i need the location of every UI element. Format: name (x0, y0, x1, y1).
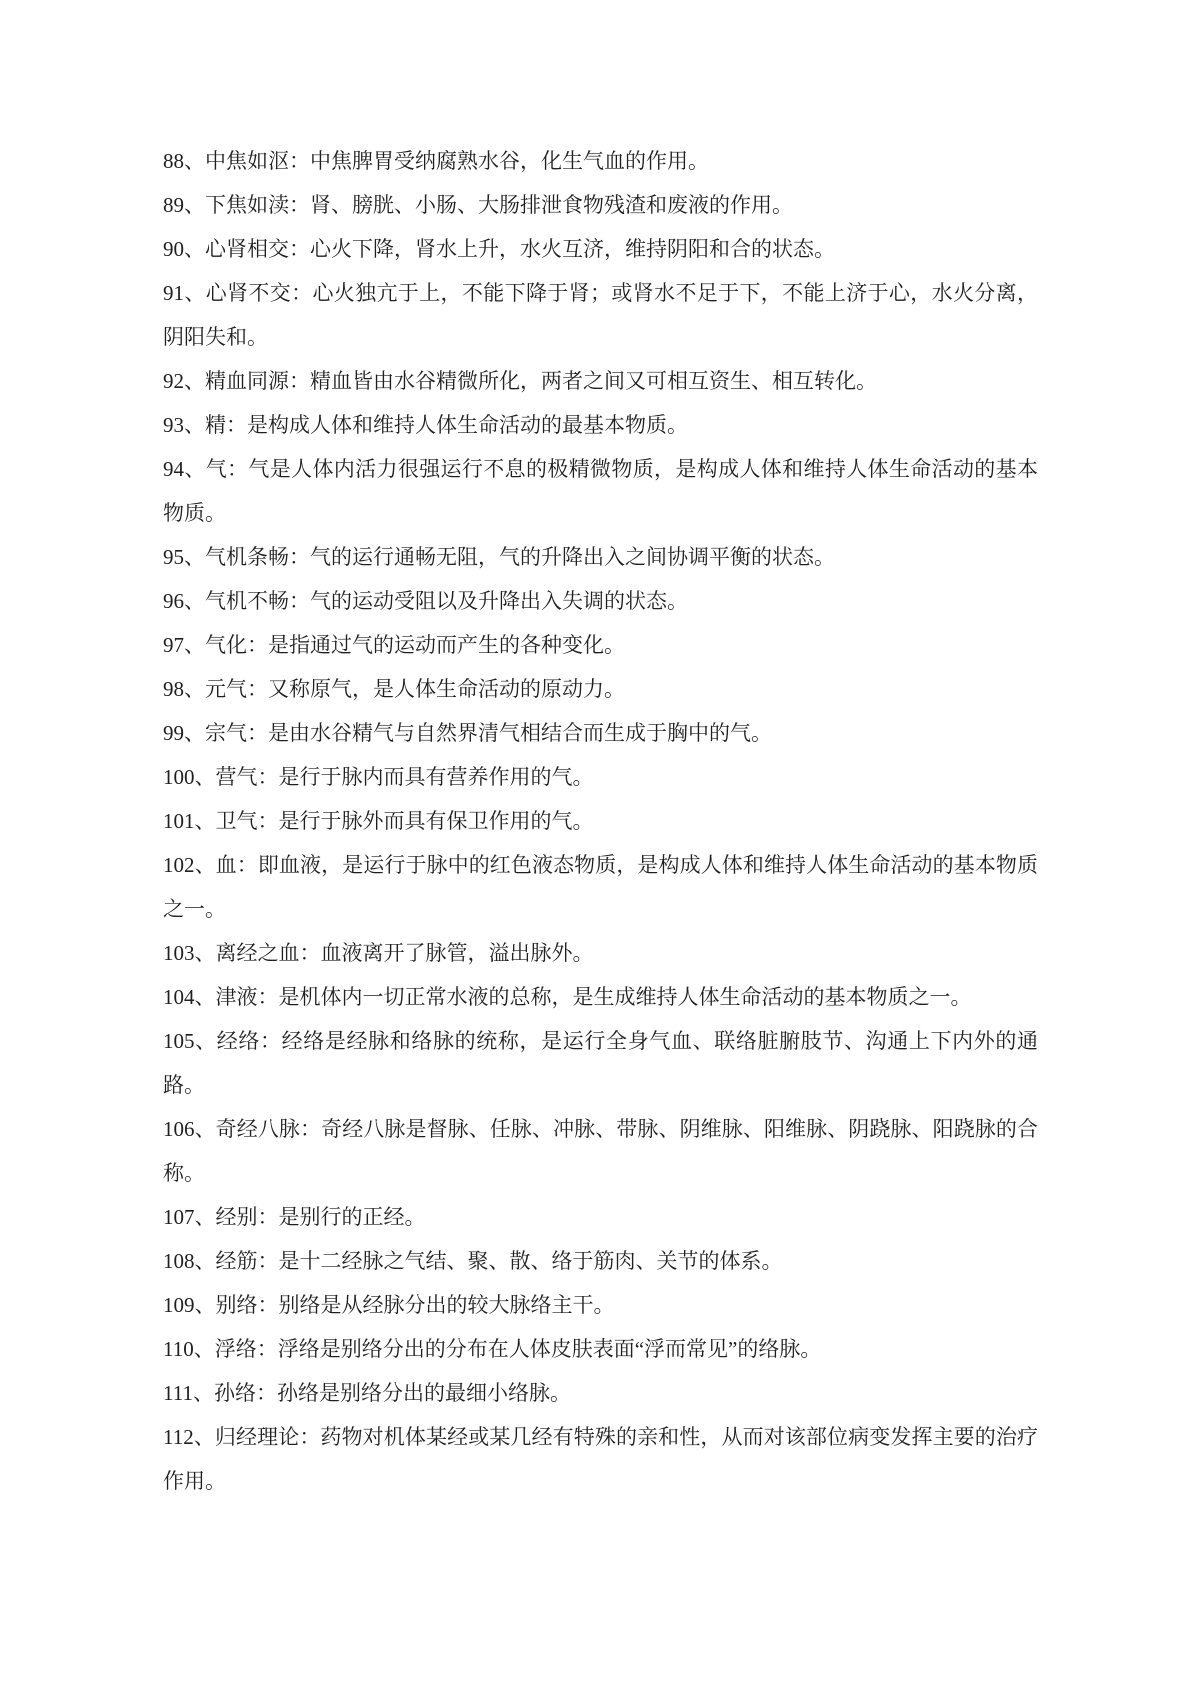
definition-item-91: 91、心肾不交：心火独亢于上，不能下降于肾；或肾水不足于下，不能上济于心，水火分离，阴阳失和。 (163, 281, 1038, 349)
definition-item-89: 89、下焦如渎：肾、膀胱、小肠、大肠排泄食物残渣和废液的作用。 (163, 193, 793, 217)
definition-item-93: 93、精：是构成人体和维持人体生命活动的最基本物质。 (163, 413, 688, 437)
definition-item-110: 110、浮络：浮络是别络分出的分布在人体皮肤表面“浮而常见”的络脉。 (163, 1337, 822, 1361)
definition-item-97: 97、气化：是指通过气的运动而产生的各种变化。 (163, 633, 625, 657)
definition-item-103: 103、离经之血：血液离开了脉管，溢出脉外。 (163, 941, 594, 965)
document-body (163, 139, 1038, 1503)
definition-item-106: 106、奇经八脉：奇经八脉是督脉、任脉、冲脉、带脉、阴维脉、阳维脉、阴跷脉、阳跷脉的合称。 (163, 1117, 1038, 1185)
definition-item-96: 96、气机不畅：气的运动受阻以及升降出入失调的状态。 (163, 589, 688, 613)
definition-item-95: 95、气机条畅：气的运行通畅无阻，气的升降出入之间协调平衡的状态。 (163, 545, 835, 569)
definition-item-94: 94、气：气是人体内活力很强运行不息的极精微物质，是构成人体和维持人体生命活动的基本物质。 (163, 457, 1038, 525)
definition-item-90: 90、心肾相交：心火下降，肾水上升，水火互济，维持阴阳和合的状态。 (163, 237, 835, 261)
definition-item-108: 108、经筋：是十二经脉之气结、聚、散、络于筋肉、关节的体系。 (163, 1249, 783, 1273)
definition-item-100: 100、营气：是行于脉内而具有营养作用的气。 (163, 765, 594, 789)
definition-item-88: 88、中焦如沤：中焦脾胃受纳腐熟水谷，化生气血的作用。 (163, 149, 709, 173)
definition-item-105: 105、经络：经络是经脉和络脉的统称，是运行全身气血、联络脏腑肢节、沟通上下内外的通路。 (163, 1029, 1038, 1097)
definition-item-101: 101、卫气：是行于脉外而具有保卫作用的气。 (163, 809, 594, 833)
definition-item-102: 102、血：即血液，是运行于脉中的红色液态物质，是构成人体和维持人体生命活动的基本物质之一。 (163, 853, 1038, 921)
definition-item-111: 111、孙络：孙络是别络分出的最细小络脉。 (163, 1381, 571, 1405)
definition-item-112: 112、归经理论：药物对机体某经或某几经有特殊的亲和性，从而对该部位病变发挥主要的治疗作用。 (163, 1425, 1038, 1493)
definition-item-104: 104、津液：是机体内一切正常水液的总称，是生成维持人体生命活动的基本物质之一。 (163, 985, 972, 1009)
definition-item-92: 92、精血同源：精血皆由水谷精微所化，两者之间又可相互资生、相互转化。 (163, 369, 877, 393)
definition-item-98: 98、元气：又称原气，是人体生命活动的原动力。 (163, 677, 625, 701)
definition-item-99: 99、宗气：是由水谷精气与自然界清气相结合而生成于胸中的气。 (163, 721, 772, 745)
definition-item-107: 107、经别：是别行的正经。 (163, 1205, 426, 1229)
definition-item-109: 109、别络：别络是从经脉分出的较大脉络主干。 (163, 1293, 615, 1317)
